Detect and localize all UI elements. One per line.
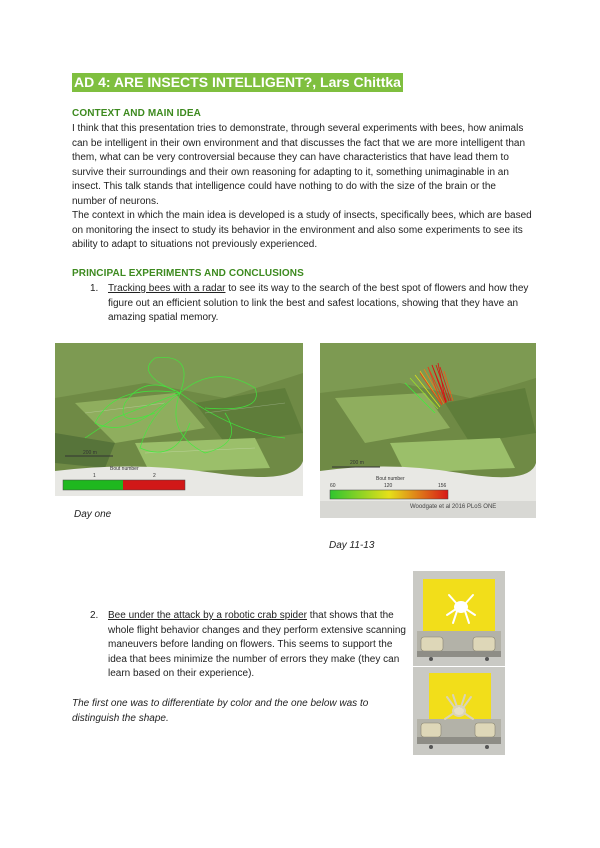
context-heading: CONTEXT AND MAIN IDEA (72, 108, 201, 119)
day-11-13-map-image (320, 343, 536, 518)
experiment-note: The first one was to differentiate by color and the one below was to distinguish the shape. (72, 698, 369, 724)
item-text (108, 282, 530, 326)
item-text (108, 609, 408, 682)
item-number: 2. (90, 610, 99, 621)
day-one-caption: Day one (74, 509, 112, 520)
legend-tick: 156 (438, 483, 447, 489)
figure-credit: Woodgate et al 2016 PLoS ONE (410, 504, 497, 510)
robotic-spider-photo-bottom (413, 667, 505, 755)
legend-title: Bout number (110, 466, 139, 472)
experiments-heading: PRINCIPAL EXPERIMENTS AND CONCLUSIONS (72, 268, 304, 279)
legend-title: Bout number (376, 476, 405, 482)
item-rest: that shows that the whole flight behavior changes and they perform extensive scanning maneuvers before landing on flowers. This seems to support the idea that bees minimize the number of errors they make (they can learn based on their experience). (108, 610, 406, 679)
legend-tick: 120 (384, 483, 393, 489)
robotic-spider-photo-top (413, 571, 505, 666)
scale-label: 200 m (350, 460, 364, 466)
context-paragraph-1: I think that this presentation tries to demonstrate, through several experiments with bees, how animals can be intelligent in their own environment and that discusses the fact that we are more intelligent than them, what can be very controversial because they can have characteristics that have lead them to survive their surroundings and their own reasoning for adapting to it, something unimaginable in an insect. This talk stands that intelligence could have nothing to do with the size of the brain or the number of neurons. (72, 123, 526, 207)
item-link-radar[interactable]: Tracking bees with a radar (108, 283, 226, 294)
day-11-13-caption: Day 11-13 (329, 540, 375, 551)
item-rest: to see its way to the search of the best spot of flowers and how they figure out an efficient solution to link the best and safest locations, showing that they have an amazing spatial memory. (108, 283, 529, 323)
page-title: AD 4: ARE INSECTS INTELLIGENT?, Lars Chittka (74, 74, 401, 90)
item-number: 1. (90, 283, 99, 294)
day-one-map-image (55, 343, 303, 496)
experiment-item-2 (90, 609, 405, 697)
scale-label: 200 m (83, 450, 97, 456)
item-link-crab-spider[interactable]: Bee under the attack by a robotic crab spider (108, 610, 308, 621)
legend-tick: 60 (330, 483, 336, 489)
legend-tick: 2 (153, 473, 156, 479)
experiment-item-1 (90, 282, 530, 327)
legend-tick: 1 (93, 473, 96, 479)
context-paragraph-2: The context in which the main idea is developed is a study of insects, specifically bees, which are based on monitoring the insect to study its behavior in the environment and also some experiments to see its ability to adapt to situations not previously experienced. (72, 210, 532, 250)
